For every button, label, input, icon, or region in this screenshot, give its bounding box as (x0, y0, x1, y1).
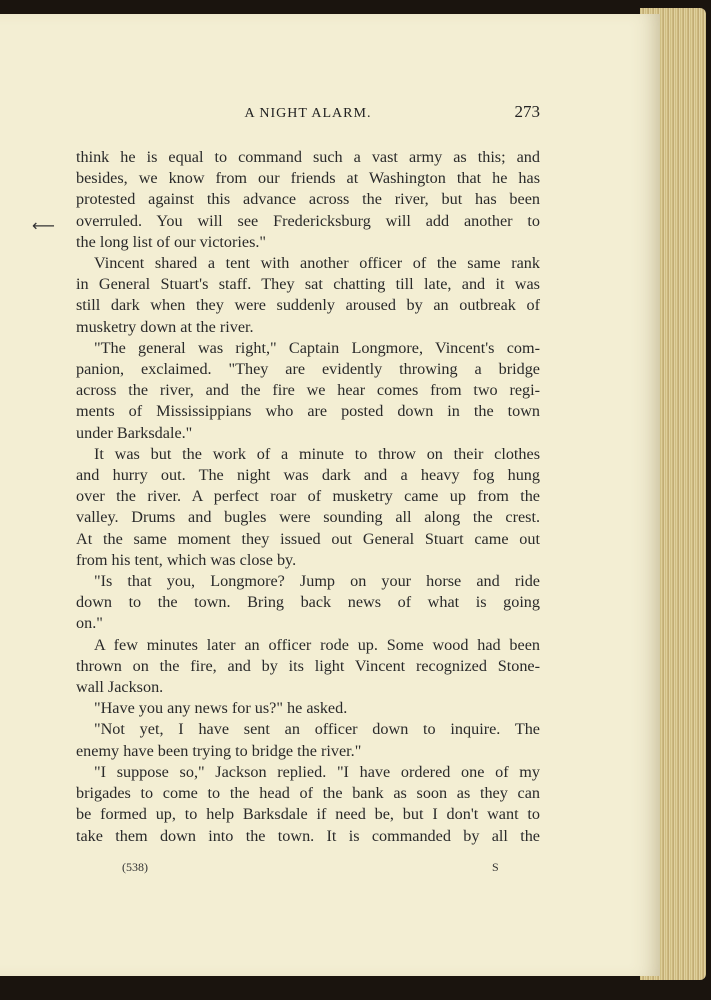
text-line: musketry down at the river. (76, 317, 254, 336)
paragraph (76, 698, 540, 719)
text-line: in General Stuart's staff. They sat chatting till late, and it was (76, 275, 540, 294)
text-line: enemy have been trying to bridge the river." (76, 741, 362, 760)
text-line: "I suppose so," Jackson replied. "I have ordered one of my (94, 762, 540, 781)
text-line: Vincent shared a tent with another officer of the same rank (94, 254, 540, 273)
body-text (76, 147, 540, 847)
text-line: think he is equal to command such a vast army as this; and (76, 148, 540, 166)
page-number: 273 (514, 102, 540, 121)
text-line: overruled. You will see Fredericksburg will add another to (76, 211, 540, 230)
text-line: across the river, and the fire we hear comes from two regi- (76, 381, 540, 400)
text-line: "Have you any news for us?" he asked. (94, 699, 348, 718)
text-line: "Not yet, I have sent an officer down to inquire. The (94, 720, 540, 739)
text-line: thrown on the fire, and by its light Vincent recognized Stone- (76, 656, 540, 675)
page-footer (76, 860, 540, 880)
text-line: wall Jackson. (76, 678, 164, 697)
text-line: At the same moment they issued out General Stuart came out (76, 529, 540, 548)
text-line: over the river. A perfect roar of musketry came up from the (76, 487, 540, 506)
paragraph (76, 571, 540, 635)
text-line: "The general was right," Captain Longmore, Vincent's com- (94, 338, 540, 357)
text-line: still dark when they were suddenly aroused by an outbreak of (76, 296, 540, 315)
paragraph (76, 719, 540, 761)
text-line: A few minutes later an officer rode up. Some wood had been (94, 635, 540, 654)
printer-signature-letter: S (492, 860, 499, 874)
text-line: and hurry out. The night was dark and a heavy fog hung (76, 466, 540, 485)
text-line: from his tent, which was close by. (76, 550, 297, 569)
text-line: take them down into the town. It is commanded by all the (76, 826, 540, 845)
text-line: on." (76, 614, 103, 633)
text-line: besides, we know from our friends at Washington that he has (76, 169, 540, 188)
text-line: "Is that you, Longmore? Jump on your horse and ride (94, 572, 540, 591)
running-head: A NIGHT ALARM. (244, 106, 372, 121)
text-line: brigades to come to the head of the bank as soon as they can (76, 784, 540, 803)
printer-signature-number: (538) (122, 860, 148, 874)
text-line: valley. Drums and bugles were sounding all along the crest. (76, 508, 540, 527)
paragraph (76, 635, 540, 699)
paragraph (76, 338, 540, 444)
page-header (76, 102, 540, 130)
text-line: panion, exclaimed. "They are evidently throwing a bridge (76, 360, 540, 379)
text-line: protested against this advance across the river, but has been (76, 190, 540, 209)
text-line: down to the town. Bring back news of what is going (76, 593, 540, 612)
paragraph (76, 147, 540, 253)
text-line: ments of Mississippians who are posted down in the town (76, 402, 540, 421)
text-line: under Barksdale." (76, 423, 193, 442)
text-line: be formed up, to help Barksdale if need be, but I don't want to (76, 805, 540, 824)
paragraph (76, 444, 540, 571)
text-line: It was but the work of a minute to throw on their clothes (94, 444, 540, 463)
paragraph (76, 762, 540, 847)
text-line: the long list of our victories." (76, 232, 267, 251)
paragraph (76, 253, 540, 338)
margin-annotation-arrow: ⟵ (32, 216, 55, 235)
